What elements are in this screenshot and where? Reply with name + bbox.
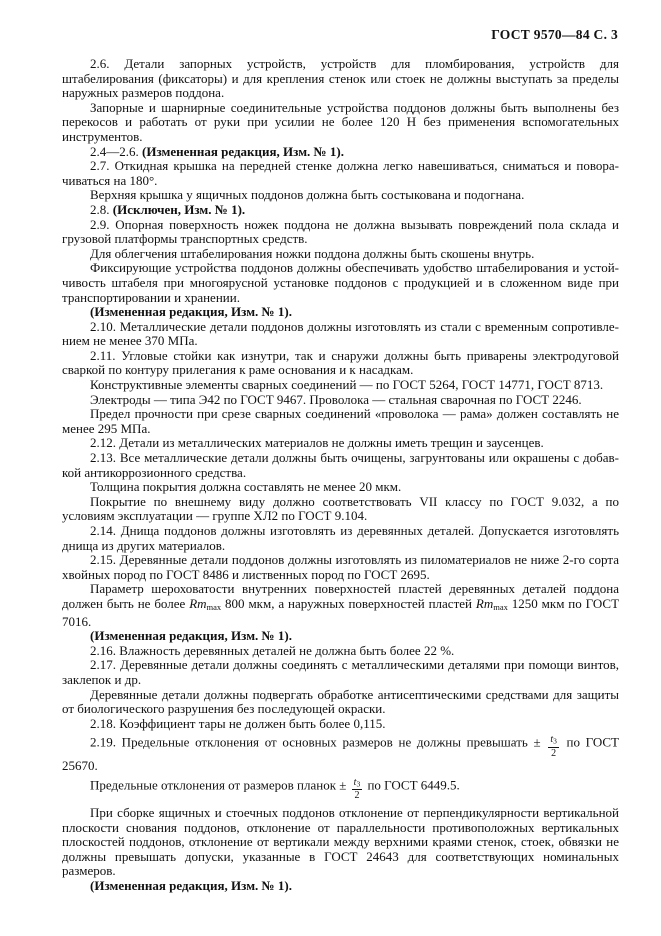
text-segment: Для облегчения штабелирования ножки поддона должны быть скошены внутрь.: [90, 245, 535, 261]
text-segment: Предельные отклонения от размеров планок ±: [90, 777, 350, 793]
text-segment: (Измененная редакция, Изм. № 1).: [90, 304, 292, 320]
text-segment: 2.18. Коэффициент тары не должен быть более 0,115.: [90, 715, 386, 731]
para-2-11: [62, 349, 619, 378]
fraction-denominator: 2: [551, 747, 557, 759]
para-2-19: [62, 735, 619, 774]
text-segment: 2.15. Деревянные детали поддонов должны изготовлять из пиломатериалов не ниже 2-го сорта хвойных пород по ГОСТ 8486 и лиственных пород по ГОСТ 2695.: [62, 552, 619, 582]
text-segment: Предел прочности при срезе сварных соединений «проволока — рама» должен составлять не менее 295 МПа.: [62, 406, 619, 436]
tolerance-fraction: [352, 778, 363, 802]
para-2-9: [62, 218, 619, 247]
text-segment: 2.11. Угловые стойки как изнутри, так и снаружи должны быть приварены электродуговой сваркой по контуру прилегания к раме основания и к насадкам.: [62, 347, 619, 378]
para-2-18: [62, 717, 619, 732]
para-assembly-tolerances: [62, 806, 619, 879]
text-segment: 2.4—2.6.: [90, 143, 142, 159]
para-amended-note-3: [62, 879, 619, 894]
para-2-19-planks: [62, 778, 619, 802]
text-segment: Фиксирующие устройства поддонов должны обеспечивать удобство штабелирования и устойчивость штабеля при многоярусной установке поддонов с продукцией и в сложенном виде при транспортировании и хранении.: [62, 260, 619, 305]
text-segment: (Измененная редакция, Изм. № 1).: [142, 143, 344, 159]
para-2-13-coating-class: [62, 495, 619, 524]
text-segment: 1250 мкм по ГОСТ 7016.: [62, 595, 620, 629]
text-segment: max: [206, 601, 222, 612]
text-segment: Толщина покрытия должна составлять не менее 20 мкм.: [90, 479, 402, 495]
para-2-6: [62, 57, 619, 101]
para-2-7: [62, 159, 619, 188]
para-2-7-top-lid: [62, 188, 619, 203]
text-segment: 2.9. Опорная поверхность ножек поддона не должна вызывать повреждений пола склада и грузовой платформы транспортных средств.: [62, 216, 619, 247]
para-2-15-roughness: [62, 582, 619, 629]
fraction-denominator: 2: [354, 790, 360, 802]
para-2-17-antiseptic: [62, 688, 619, 717]
text-segment: 2.19. Предельные отклонения от основных размеров не должны превышать ±: [90, 734, 547, 750]
para-2-16: [62, 644, 619, 659]
text-segment: Электроды — типа Э42 по ГОСТ 9467. Проволока — стальная сварочная по ГОСТ 2246.: [90, 391, 582, 407]
para-amended-note-1: [62, 305, 619, 320]
text-segment: Запорные и шарнирные соединительные устройства поддонов должны быть выполнены без перекосов и работать от руки при усилии не более 120 Н без применения вспомогательных инструментов.: [62, 99, 619, 144]
text-segment: Rm: [475, 595, 494, 611]
para-amended-note-2: [62, 629, 619, 644]
text-segment: 2.13. Все металлические детали должны быть очищены, загрунтованы или окрашены с добавкой антикоррозионного средства.: [62, 450, 619, 480]
text-segment: (Исключен, Изм. № 1).: [112, 201, 246, 217]
para-2-10: [62, 320, 619, 349]
text-segment: 2.10. Металлические детали поддонов должны изготовлять из стали с временным сопротивлением не менее 370 МПа.: [62, 318, 619, 349]
para-locking-hinged-devices: [62, 101, 619, 145]
text-segment: Верхняя крышка у ящичных поддонов должна быть состыкована и подогнана.: [90, 187, 525, 203]
text-segment: 2.14. Днища поддонов должны изготовлять из деревянных деталей. Допускается изготовлять днища из других материалов.: [62, 523, 619, 553]
text-segment: max: [493, 601, 508, 612]
text-segment: Параметр шероховатости внутренних поверхностей пластей деревянных деталей поддона должен быть не более: [62, 581, 619, 611]
text-segment: При сборке ящичных и стоечных поддонов отклонение от перпендикулярности вертикальной плоскости снования поддонов, отклонение от параллельности противоположных вертикальных плоскостей поддонов, отклонение от вертикали между верхними краями стенок, стоек, обвязки не должны превышать допуски, указанные в ГОСТ 24643 для соответствующих номинальных размеров.: [62, 804, 619, 879]
para-2-12: [62, 436, 619, 451]
page-header: ГОСТ 9570—84 С. 3: [491, 27, 618, 42]
fraction-numerator: t3: [353, 776, 361, 789]
para-2-15: [62, 553, 619, 582]
text-segment: 2.8.: [90, 201, 113, 217]
para-2-9-legs-beveled: [62, 247, 619, 262]
text-segment: по ГОСТ 6449.5.: [364, 777, 460, 793]
text-segment: 2.7. Откидная крышка на передней стенке должна легко навешиваться, сниматься и поворачиваться на 180°.: [62, 158, 619, 188]
text-segment: Деревянные детали должны подвергать обработке антисептическими средствами для защиты от биологического разрушения без последующей окраски.: [62, 686, 619, 717]
text-segment: (Измененная редакция, Изм. № 1).: [90, 877, 292, 893]
text-segment: 2.6. Детали запорных устройств, устройств для пломбирования, устройств для штабелирования (фиксаторы) и для крепления стенок или стоек не должны выступать за пределы наружных размеров поддона.: [62, 56, 619, 101]
text-segment: (Измененная редакция, Изм. № 1).: [90, 628, 292, 644]
text-segment: 800 мкм, а наружных поверхностей пластей: [221, 595, 476, 611]
para-2-11-shear-strength: [62, 407, 619, 436]
para-2-13-coating-thickness: [62, 480, 619, 495]
para-2-9-fixing-devices: [62, 261, 619, 305]
text-segment: Покрытие по внешнему виду должно соответствовать VII классу по ГОСТ 9.032, а по условиям эксплуатации — группе ХЛ2 по ГОСТ 9.104.: [62, 493, 619, 524]
text-segment: 2.17. Деревянные детали должны соединять с металлическими деталями при помощи винтов, заклепок и др.: [62, 657, 619, 687]
text-segment: 2.12. Детали из металлических материалов не должны иметь трещин и заусенцев.: [90, 435, 544, 451]
para-2-8-excluded: [62, 203, 619, 218]
text-segment: Конструктивные элементы сварных соединений — по ГОСТ 5264, ГОСТ 14771, ГОСТ 8713.: [90, 377, 604, 393]
text-segment: 2.16. Влажность деревянных деталей не должна быть более 22 %.: [90, 642, 455, 658]
document-body: [62, 57, 619, 893]
para-2-17: [62, 658, 619, 687]
para-2-4-2-6-amended: [62, 145, 619, 160]
para-2-11-weld-elements: [62, 378, 619, 393]
tolerance-fraction: [548, 735, 559, 759]
fraction-numerator: t3: [550, 734, 557, 746]
para-2-11-electrodes: [62, 393, 619, 408]
text-segment: Rm: [189, 595, 207, 611]
para-2-13: [62, 451, 619, 480]
text-segment: по ГОСТ 25670.: [62, 734, 620, 774]
para-2-14: [62, 524, 619, 553]
